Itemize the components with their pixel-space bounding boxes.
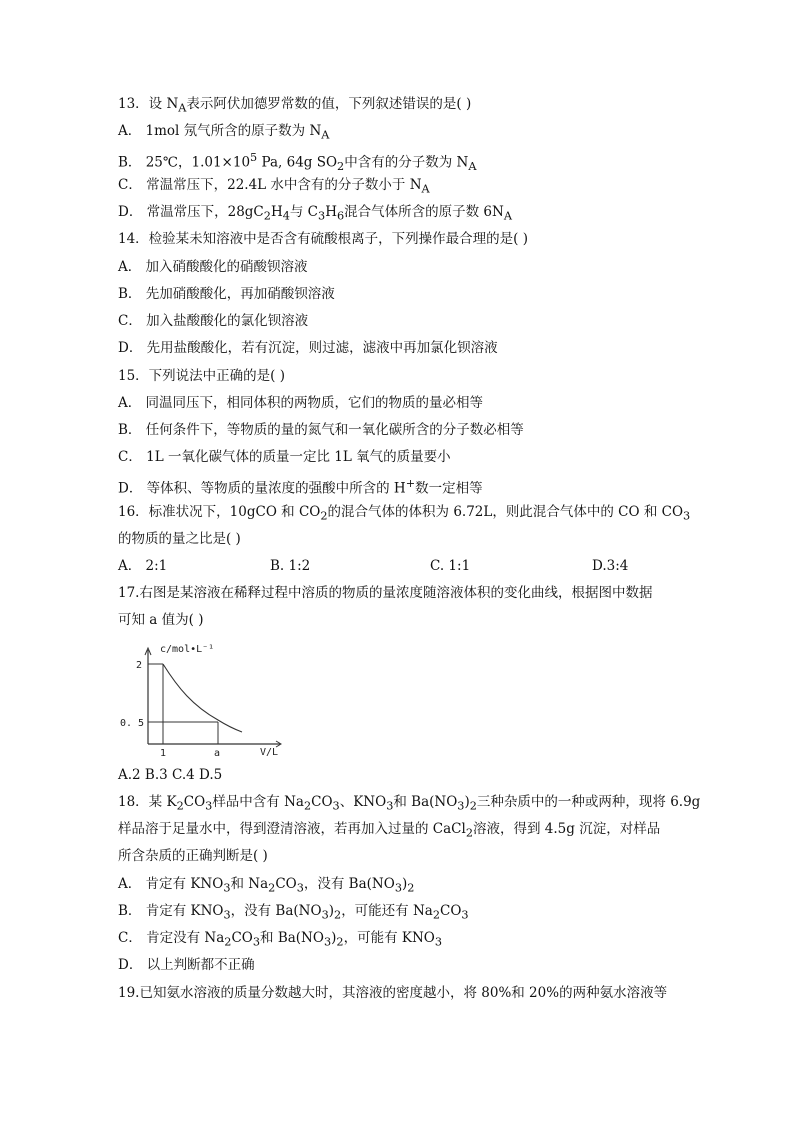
q13-option-d: D． 常温常压下，$28gC_2H_4$与 $C_3H_6$混合气体所含的原子数 $6N_A$: [118, 204, 512, 223]
q17-options: A.2 B.3 C.4 D.5: [118, 767, 223, 783]
q14-stem: 14．检验某未知溶液中是否含有硫酸根离子，下列操作最合理的是( ): [118, 231, 529, 247]
q18-option-b: B． 肯定有 $KNO_3$，没有 $Ba(NO_3)_2$，可能还有 $Na_2CO_3$: [118, 903, 469, 922]
y-tick-0-5: 0. 5: [120, 718, 145, 729]
q16-option-d: D.3:4: [592, 558, 629, 574]
q19-stem: 19.已知氨水溶液的质量分数越大时，其溶液的密度越小，将 80%和 20%的两种氨水溶液等: [118, 985, 668, 1001]
x-tick-a: a: [214, 748, 221, 759]
q16-option-b: B. 1:2: [270, 558, 311, 574]
q16-option-a: A． 2:1: [118, 558, 168, 574]
q16-stem-2: 的物质的量之比是( ): [118, 531, 241, 547]
q15-stem: 15．下列说法中正确的是( ): [118, 368, 286, 384]
q18-stem-3: 所含杂质的正确判断是( ): [118, 848, 268, 864]
q15-option-c: C． 1L 一氧化碳气体的质量一定比 1L 氧气的质量要小: [118, 449, 451, 465]
q14-option-d: D． 先用盐酸酸化，若有沉淀，则过滤，滤液中再加氯化钡溶液: [118, 340, 498, 356]
q13-option-a: A． 1mol 氖气所含的原子数为 $N_A$: [118, 123, 330, 142]
q17-stem-2: 可知 a 值为( ): [118, 612, 204, 628]
q17-stem: 17.右图是某溶液在稀释过程中溶质的物质的量浓度随溶液体积的变化曲线，根据图中数据: [118, 585, 653, 601]
q18-option-d: D． 以上判断都不正确: [118, 957, 255, 973]
x-tick-1: 1: [160, 748, 167, 759]
q18-stem: 18．某 $K_2CO_3$样品中含有 $Na_2CO_3$、$KNO_3$和 $Ba(NO_3)_2$三种杂质中的一种或两种，现将 6.9g: [118, 794, 701, 813]
q16-stem: 16．标准状况下，10gCO 和 $CO_2$的混合气体的体积为 6.72L，则此混合气体中的 CO 和 $CO_3$: [118, 504, 691, 523]
q13-option-c: C． 常温常压下，22.4L 水中含有的分子数小于 $N_A$: [118, 177, 430, 196]
q14-option-b: B． 先加硝酸酸化，再加硝酸钡溶液: [118, 286, 335, 302]
x-axis-label: V/L: [260, 747, 279, 758]
q14-option-a: A． 加入硝酸酸化的硝酸钡溶液: [118, 259, 308, 275]
q13-stem: 13．设 $N_A$表示阿伏加德罗常数的值，下列叙述错误的是( ): [118, 96, 472, 115]
q16-option-c: C. 1:1: [430, 558, 471, 574]
concentration-volume-graph: [118, 640, 288, 760]
y-tick-2: 2: [136, 660, 143, 671]
q15-option-d: D． 等体积、等物质的量浓度的强酸中所含的 H+数一定相等: [118, 477, 483, 497]
q13-option-b: B． 25℃，$1.01\times 10^5$ Pa, 64g $SO_2$中含有的分子数为 $N_A$: [118, 151, 477, 174]
q15-option-b: B． 任何条件下，等物质的量的氮气和一氧化碳所含的分子数必相等: [118, 422, 524, 438]
q15-option-a: A． 同温同压下，相同体积的两物质，它们的物质的量必相等: [118, 395, 484, 411]
q18-option-a: A． 肯定有 $KNO_3$和 $Na_2CO_3$，没有 $Ba(NO_3)_2$: [118, 876, 415, 895]
y-axis-label: c/mol•L⁻¹: [160, 644, 215, 655]
q14-option-c: C． 加入盐酸酸化的氯化钡溶液: [118, 313, 309, 329]
q18-option-c: C． 肯定没有 $Na_2CO_3$和 $Ba(NO_3)_2$，可能有 $KNO_3$: [118, 930, 443, 949]
q18-stem-2: 样品溶于足量水中，得到澄清溶液，若再加入过量的 CaCl$_2$溶液，得到 4.5g 沉淀，对样品: [118, 821, 661, 840]
